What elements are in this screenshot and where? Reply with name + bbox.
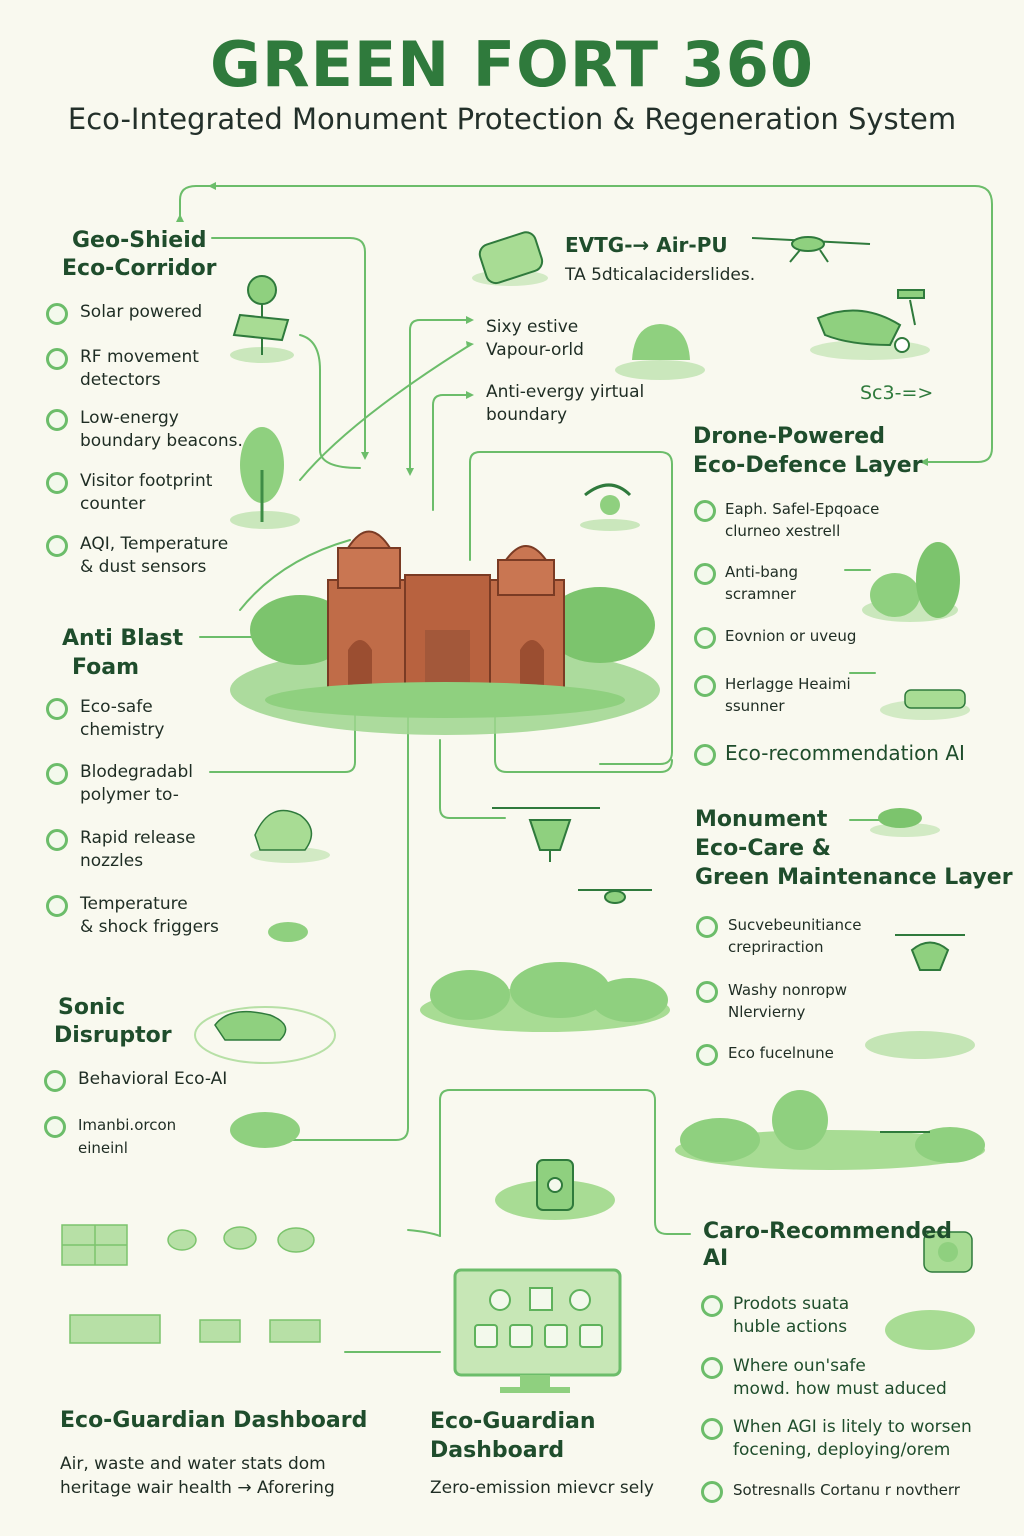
anti-blast-item-3: Rapid release nozzles xyxy=(80,827,196,873)
bullet-icon xyxy=(701,1481,723,1503)
page-subtitle: Eco-Integrated Monument Protection & Regeneration System xyxy=(67,102,957,136)
drone-layer-title-line1: Drone-Powered xyxy=(693,424,885,449)
caro-ai-item-2: Where oun'safe mowd. how must aduced xyxy=(733,1355,947,1401)
bullet-icon xyxy=(701,1295,723,1317)
geo-shield-item-5: AQI, Temperature & dust sensors xyxy=(80,533,228,579)
forest-strip xyxy=(420,962,670,1032)
evtg-subtitle: TA 5dticalaciderslides. xyxy=(565,265,756,285)
dashboard-center-title-line1: Eco-Guardian xyxy=(430,1409,596,1434)
evtg-note-1: Sixy estive Vapour-orld xyxy=(486,317,584,360)
monitor-device-icon xyxy=(495,1160,615,1220)
bullet-icon xyxy=(696,1044,718,1066)
foam-pod-icon xyxy=(268,922,308,942)
cart-drone-icon xyxy=(810,290,930,360)
bullet-icon xyxy=(46,829,68,851)
lawn-icon xyxy=(865,1031,975,1059)
bullet-icon xyxy=(696,916,718,938)
drone-layer-item-2: Anti-bang scramner xyxy=(725,561,798,605)
drone-layer-title-line2: Eco-Defence Layer xyxy=(693,453,923,478)
bullet-icon xyxy=(46,698,68,720)
monument-layer-title-line3: Green Maintenance Layer xyxy=(695,865,1013,890)
sonic-bush-icon xyxy=(230,1112,300,1148)
dashboard-left-text: Air, waste and water stats dom heritage wair health → Aforering xyxy=(60,1454,335,1498)
foam-device-icon xyxy=(250,811,330,864)
drone-layer-highlight: Eco-recommendation AI xyxy=(725,742,965,765)
air-purifier-icon xyxy=(472,230,548,286)
drone-icon xyxy=(752,237,870,262)
bullet-icon xyxy=(44,1070,66,1092)
fort-illustration xyxy=(230,532,660,736)
dashboard-monitor-icon xyxy=(455,1270,620,1393)
bullet-icon xyxy=(46,895,68,917)
bullet-icon xyxy=(46,409,68,431)
geo-shield-item-1: Solar powered xyxy=(80,301,202,324)
bullet-icon xyxy=(696,981,718,1003)
bullet-icon xyxy=(46,535,68,557)
page-title: GREEN FORT 360 xyxy=(209,28,815,101)
maintenance-drone-icon xyxy=(895,935,965,970)
monument-layer-item-1: Sucvebeunitiance crepriraction xyxy=(728,914,862,958)
monument-layer-item-2: Washy nonropw Nlervierny xyxy=(728,979,847,1023)
geo-shield-item-4: Visitor footprint counter xyxy=(80,470,212,516)
drone-plant-icon xyxy=(580,485,640,531)
geo-shield-title-line1: Geo-Shieid xyxy=(72,228,207,253)
dashboard-left-title: Eco-Guardian Dashboard xyxy=(60,1408,368,1433)
caro-ai-item-4: Sotresnalls Cortanu r novtherr xyxy=(733,1479,960,1502)
bullet-icon xyxy=(694,500,716,522)
tree-small-icon xyxy=(870,808,940,837)
drone-layer-item-4: Herlagge Heaimi ssunner xyxy=(725,673,851,717)
anti-blast-title-line2: Foam xyxy=(72,655,140,680)
sonic-title-line2: Disruptor xyxy=(54,1023,172,1048)
bullet-icon xyxy=(694,675,716,697)
bullet-icon xyxy=(44,1116,66,1138)
anti-blast-item-2: Blodegradabl polymer to- xyxy=(80,761,193,807)
dashboard-center-title-line2: Dashboard xyxy=(430,1438,565,1463)
bush-icon xyxy=(862,542,960,622)
bullet-icon xyxy=(701,1418,723,1440)
center-drone-icon xyxy=(492,808,600,862)
anti-blast-item-4: Temperature & shock friggers xyxy=(80,893,219,939)
evtg-title: EVTG-→ Air-PU xyxy=(565,233,728,257)
dashboard-center-text: Zero-emission mievcr sely xyxy=(430,1478,654,1498)
bullet-icon xyxy=(694,627,716,649)
caro-ai-title-line1: Caro-Recommended xyxy=(703,1219,952,1244)
ai-bush-icon xyxy=(885,1310,975,1350)
geo-shield-item-2: RF movement detectors xyxy=(80,346,199,392)
small-drone-icon xyxy=(578,890,652,903)
caro-ai-item-3: When AGI is litely to worsen focening, deploying/orem xyxy=(733,1416,972,1462)
evtg-note-2: Anti-evergy yirtual boundary xyxy=(486,382,645,425)
anti-blast-title-line1: Anti Blast xyxy=(62,626,184,651)
drone-layer-item-1: Eaph. Safel-Epqoace clurneo xestrell xyxy=(725,498,879,542)
monument-layer-title-line2: Eco-Care & xyxy=(695,836,831,861)
sensor-post-icon xyxy=(230,276,294,363)
bullet-icon xyxy=(46,303,68,325)
caro-ai-title-line2: AI xyxy=(703,1246,729,1271)
drone-layer-item-3: Eovnion or uveug xyxy=(725,625,856,647)
monument-layer-title-line1: Monument xyxy=(695,807,828,832)
bullet-icon xyxy=(46,348,68,370)
sonic-item-2: Imanbi.orcon eineinl xyxy=(78,1114,176,1160)
sonic-device-icon xyxy=(195,1007,335,1063)
bullet-icon xyxy=(46,472,68,494)
sonic-item-1: Behavioral Eco-AI xyxy=(78,1068,227,1091)
bullet-icon xyxy=(694,744,716,766)
sensor-icon xyxy=(880,690,970,720)
forest-right xyxy=(675,1090,985,1170)
dashboard-tiles-icon xyxy=(62,1225,320,1343)
bullet-icon xyxy=(701,1357,723,1379)
geo-shield-title-line2: Eco-Corridor xyxy=(62,256,217,281)
evtg-scribble: Sc3-=> xyxy=(860,382,934,404)
vapour-dome-icon xyxy=(615,324,705,380)
geo-shield-item-3: Low-energy boundary beacons. xyxy=(80,407,243,453)
anti-blast-item-1: Eco-safe chemistry xyxy=(80,696,164,742)
monument-layer-item-3: Eco fucelnune xyxy=(728,1042,834,1064)
caro-ai-item-1: Prodots suata huble actions xyxy=(733,1293,849,1339)
bullet-icon xyxy=(694,563,716,585)
bullet-icon xyxy=(46,763,68,785)
sonic-title-line1: Sonic xyxy=(58,995,126,1020)
